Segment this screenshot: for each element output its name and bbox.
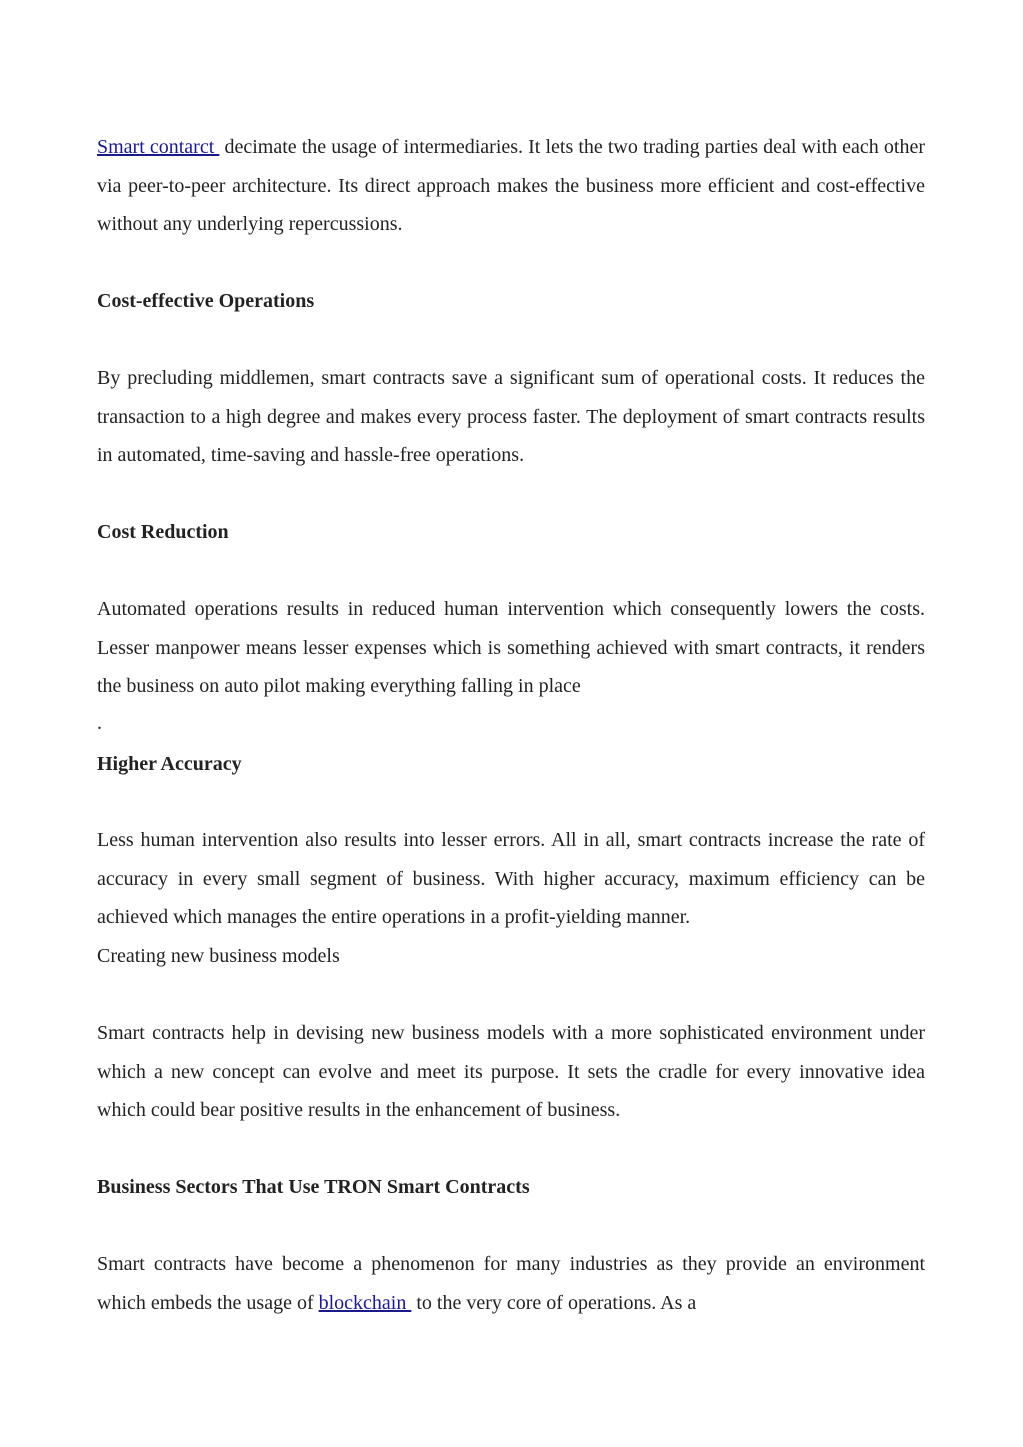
paragraph-text: By precluding middlemen, smart contracts save a significant sum of operational costs. It reduces the transaction to a high degree and makes every process faster. The deployment of smart contracts results in automated, time-saving and hassle-free operations. — [97, 367, 925, 467]
heading-text: Business Sectors That Use TRON Smart Contracts — [97, 1176, 530, 1198]
heading-higher-accuracy — [97, 745, 925, 784]
subheading-new-business-models: Creating new business models — [97, 944, 340, 967]
trailing-dot: . — [97, 711, 102, 734]
paragraph-intro-text: decimate the usage of intermediaries. It lets the two trading parties deal with each other via peer-to-peer architecture. Its direct approach makes the business more efficient and cost-effective without any underlying repercussions. — [97, 136, 925, 236]
paragraph-text-after: to the very core of operations. As a — [411, 1291, 697, 1314]
paragraph-new-business-models — [97, 1014, 925, 1130]
paragraph-text-before: Smart contracts have become a phenomenon for many industries as they provide an environment which embeds the usage of — [97, 1253, 925, 1314]
paragraph-text: Automated operations results in reduced human intervention which consequently lowers the costs. Lesser manpower means lesser expenses which is something achieved with smart contracts, it renders the business on auto pilot making everything falling in place — [97, 598, 925, 698]
paragraph-text: Smart contracts help in devising new business models with a more sophisticated environment under which a new concept can evolve and meet its purpose. It sets the cradle for every innovative idea which could bear positive results in the enhancement of business. — [97, 1022, 925, 1122]
paragraph-text: Less human intervention also results into lesser errors. All in all, smart contracts increase the rate of accuracy in every small segment of business. With higher accuracy, maximum efficiency can be achieved which manages the entire operations in a profit-yielding manner. — [97, 829, 925, 929]
heading-text: Cost-effective Operations — [97, 290, 315, 312]
paragraph-business-sectors — [97, 1245, 925, 1322]
paragraph-cost-effective — [97, 359, 925, 475]
heading-text: Cost Reduction — [97, 521, 229, 543]
heading-cost-effective-operations — [97, 282, 925, 321]
heading-cost-reduction — [97, 513, 925, 552]
paragraph-intro — [97, 128, 925, 244]
blockchain-link[interactable]: blockchain — [318, 1291, 412, 1314]
paragraph-higher-accuracy — [97, 821, 925, 975]
heading-business-sectors — [97, 1168, 925, 1207]
smart-contract-link[interactable]: Smart contarct — [97, 136, 220, 158]
paragraph-cost-reduction — [97, 590, 925, 740]
heading-text: Higher Accuracy — [97, 753, 242, 775]
